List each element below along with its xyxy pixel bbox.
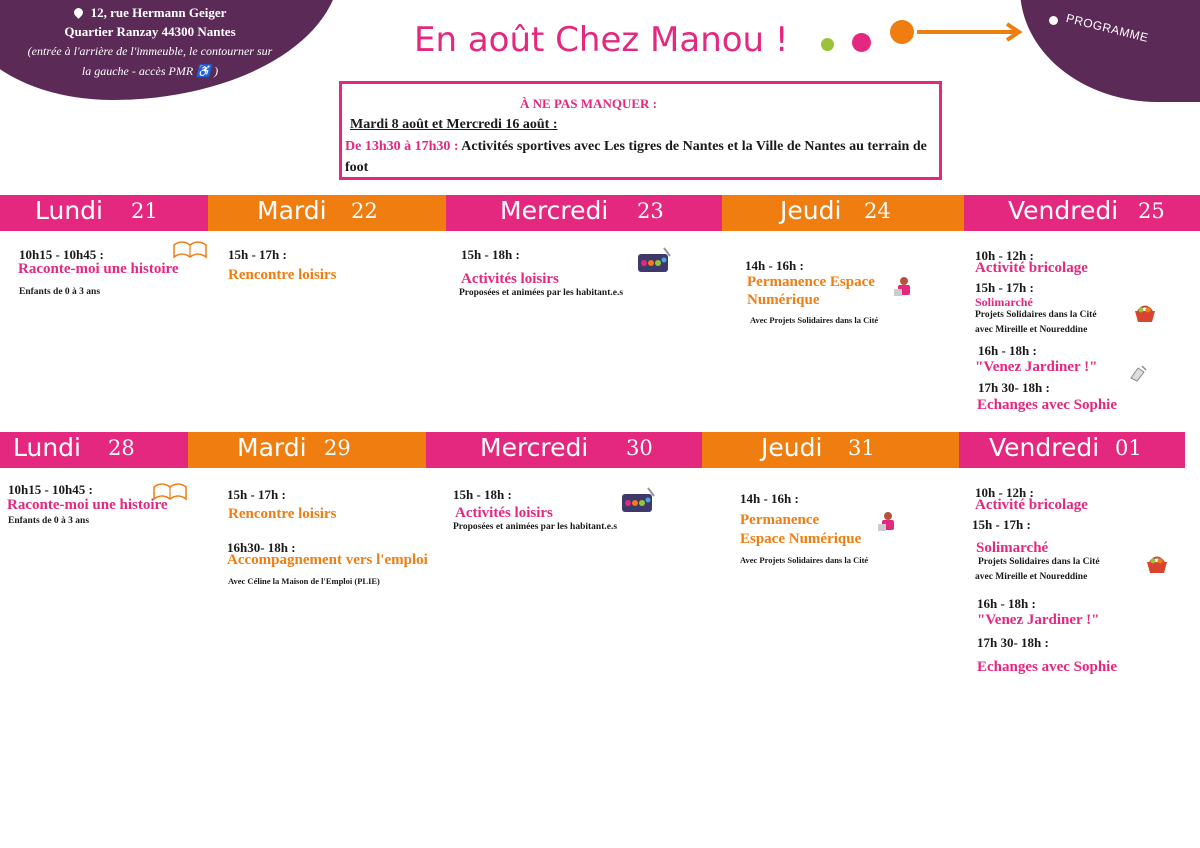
highlight-box: [339, 81, 942, 180]
event-time: 10h - 12h :: [975, 248, 1034, 263]
day-header-friday-2: [959, 432, 1185, 468]
day-name: Lundi: [35, 196, 103, 225]
event-note: avec Mireille et Noureddine: [975, 572, 1088, 582]
event-time: 10h15 - 10h45 :: [8, 482, 93, 497]
day-date: 24: [864, 199, 891, 223]
day-header-monday-1: [0, 195, 208, 231]
day-header-wednesday-2: [426, 432, 702, 468]
event-time: 10h - 12h :: [975, 485, 1034, 500]
event-note: Avec Projets Solidaires dans la Cité: [750, 315, 879, 325]
event-time: 14h - 16h :: [745, 258, 804, 273]
day-header-wednesday-1: [446, 195, 722, 231]
computer-help-icon: [892, 276, 916, 298]
day-header-thursday-2: [702, 432, 959, 468]
event-title: Echanges avec Sophie: [977, 659, 1118, 675]
event-title: Rencontre loisirs: [228, 267, 337, 283]
event-note: Projets Solidaires dans la Cité: [975, 310, 1097, 320]
page-title: En août Chez Manou !: [414, 20, 789, 60]
event-time: 16h - 18h :: [977, 596, 1036, 611]
day-header-tuesday-2: [188, 432, 426, 468]
event-time: 15h - 18h :: [461, 247, 520, 262]
event-time: 15h - 17h :: [975, 280, 1034, 295]
day-header-monday-2: [0, 432, 188, 468]
event-title: Solimarché: [976, 540, 1049, 556]
paint-palette-icon: [620, 486, 656, 516]
address-block: [0, 3, 300, 81]
event-note: avec Mireille et Noureddine: [975, 325, 1088, 335]
programme-label: PROGRAMME: [1064, 11, 1151, 46]
highlight-heading: À NE PAS MANQUER :: [520, 96, 657, 111]
book-icon: [172, 237, 208, 261]
address-street: 12, rue Hermann Geiger: [90, 5, 227, 20]
day-name: Lundi: [13, 433, 81, 462]
address-note-2: la gauche - accès PMR ♿ ): [81, 64, 219, 78]
highlight-time: De 13h30 à 17h30 :: [345, 139, 459, 154]
programme-dot: [1049, 16, 1058, 25]
day-name: Vendredi: [989, 433, 1100, 462]
event-time: 15h - 17h :: [227, 487, 286, 502]
day-date: 30: [626, 436, 653, 460]
day-name: Mardi: [257, 196, 327, 225]
day-name: Mardi: [237, 433, 307, 462]
location-pin-icon: [72, 6, 85, 19]
event-title: Raconte-moi une histoire: [18, 261, 179, 277]
event-time: 17h 30- 18h :: [978, 380, 1050, 395]
event-title-line1: Permanence Espace: [747, 274, 875, 290]
event-title: Activité bricolage: [975, 260, 1088, 276]
event-title: "Venez Jardiner !": [975, 359, 1098, 375]
event-time: 16h30- 18h :: [227, 540, 296, 555]
event-title-line2: Espace Numérique: [740, 531, 862, 547]
event-title: Solimarché: [975, 295, 1033, 309]
day-name: Vendredi: [1008, 196, 1119, 225]
highlight-activity: Activités sportives avec Les tigres de Nantes et la Ville de Nantes au terrain de foot: [345, 139, 927, 175]
day-header-friday-1: [964, 195, 1200, 231]
event-title: Accompagnement vers l'emploi: [227, 552, 428, 568]
day-date: 29: [324, 436, 351, 460]
event-note: Proposées et animées par les habitant.e.s: [459, 288, 624, 298]
event-time: 14h - 16h :: [740, 491, 799, 506]
event-time: 15h - 17h :: [228, 247, 287, 262]
day-date: 22: [351, 199, 378, 223]
pink-dot: [852, 33, 871, 52]
highlight-text: [345, 136, 935, 178]
event-title: Activité bricolage: [975, 497, 1088, 513]
event-title: Raconte-moi une histoire: [7, 497, 168, 513]
arrow-icon: [915, 20, 1025, 44]
address-district: Quartier Ranzay 44300 Nantes: [64, 24, 236, 39]
event-time: 17h 30- 18h :: [977, 635, 1049, 650]
event-title-line2: Numérique: [747, 292, 820, 308]
event-note: Avec Céline la Maison de l'Emploi (PLIE): [228, 576, 380, 586]
green-dot: [821, 38, 834, 51]
day-header-tuesday-1: [208, 195, 446, 231]
book-icon: [152, 479, 188, 503]
event-title: Activités loisirs: [455, 505, 553, 521]
event-time: 10h15 - 10h45 :: [19, 247, 104, 262]
day-date: 31: [848, 436, 875, 460]
event-time: 15h - 18h :: [453, 487, 512, 502]
day-header-thursday-1: [722, 195, 964, 231]
event-time: 16h - 18h :: [978, 343, 1037, 358]
day-date: 21: [131, 199, 158, 223]
day-date: 25: [1138, 199, 1165, 223]
highlight-dates: Mardi 8 août et Mercredi 16 août :: [350, 117, 558, 132]
event-title: Rencontre loisirs: [228, 506, 337, 522]
address-note-1: (entrée à l'arrière de l'immeuble, le contourner sur: [27, 44, 273, 58]
day-date: 23: [637, 199, 664, 223]
programme-background: [1020, 0, 1200, 102]
basket-icon: [1145, 553, 1169, 575]
paint-palette-icon: [636, 246, 672, 276]
event-time: 15h - 17h :: [972, 517, 1031, 532]
day-date: 28: [108, 436, 135, 460]
day-name: Jeudi: [780, 196, 842, 225]
event-title: Echanges avec Sophie: [977, 397, 1118, 413]
event-note: Enfants de 0 à 3 ans: [8, 516, 90, 526]
event-note: Enfants de 0 à 3 ans: [19, 287, 101, 297]
day-name: Mercredi: [500, 196, 609, 225]
day-date: 01: [1115, 436, 1142, 460]
day-name: Jeudi: [761, 433, 823, 462]
event-title: "Venez Jardiner !": [977, 612, 1100, 628]
event-title: Activités loisirs: [461, 271, 559, 287]
computer-help-icon: [876, 511, 900, 533]
day-name: Mercredi: [480, 433, 589, 462]
orange-dot: [890, 20, 914, 44]
event-title-line1: Permanence: [740, 512, 820, 528]
basket-icon: [1133, 302, 1157, 324]
event-note: Avec Projets Solidaires dans la Cité: [740, 555, 869, 565]
gardening-icon: [1128, 364, 1148, 382]
event-note: Projets Solidaires dans la Cité: [978, 557, 1100, 567]
event-note: Proposées et animées par les habitant.e.s: [453, 522, 618, 532]
